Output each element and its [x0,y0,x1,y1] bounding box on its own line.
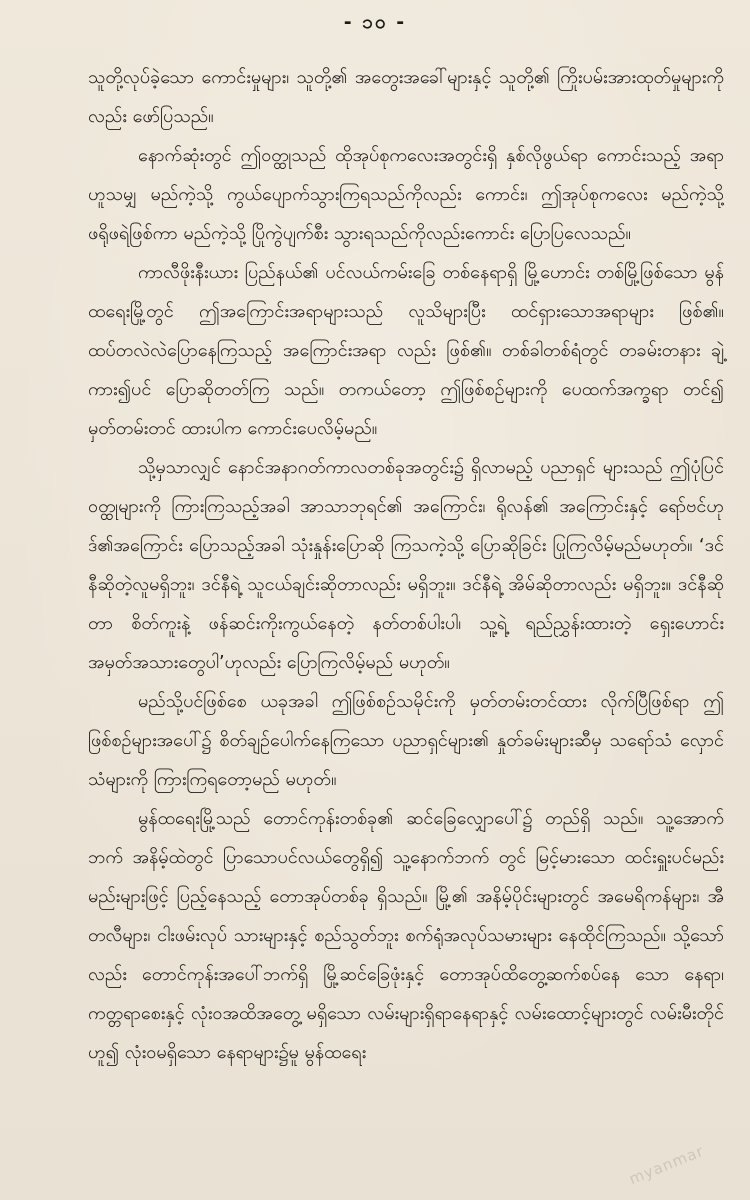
paragraph-4: သို့မှသာလျှင် နောင်အနာဂတ်ကာလတစ်ခုအတွင်း၌ ရှိလာမည့် ပညာရှင် များသည် ဤပုံပြင်ဝတ္ထုများကို ကြားကြသည့်အခါ အာသာဘုရင်၏ အကြောင်း၊ ရိုလန်၏ အကြောင်းနှင့် ရော်ဗင်ဟုဒ်၏အကြောင်း ပြောသည့်အခါ သုံးနှုန်းပြောဆို ကြသကဲ့သို့ ပြောဆိုခြင်း ပြုကြလိမ့်မည်မဟုတ်။ ‘ဒင်နီဆိုတဲ့လူမရှိဘူး၊ ဒင်နီရဲ့ သူငယ်ချင်းဆိုတာလည်း မရှိဘူး။ ဒင်နီရဲ့ အိမ်ဆိုတာလည်း မရှိဘူး။ ဒင်နီဆိုတာ စိတ်ကူးနဲ့ ဖန်ဆင်းကိုးကွယ်နေတဲ့ နတ်တစ်ပါးပါ၊ သူ့ရဲ့ ရည်ညွှန်းထားတဲ့ ရှေးဟောင်း အမှတ်အသားတွေပါ’ဟုလည်း ပြောကြလိမ့်မည် မဟုတ်။ [88,457,724,673]
paragraph-2: နောက်ဆုံးတွင် ဤဝတ္ထုသည် ထိုအုပ်စုကလေးအတွင်းရှိ နှစ်လိုဖွယ်ရာ ကောင်းသည့် အရာဟူသမျှ မည်ကဲ့သို့ ကွယ်ပျောက်သွားကြရသည်ကိုလည်း ကောင်း၊ ဤအုပ်စုကလေး မည်ကဲ့သို့ ဖရိုဖရဲဖြစ်ကာ မည်ကဲ့သို့ ပြိုကွဲပျက်စီး သွားရသည်ကိုလည်းကောင်း ပြောပြလေသည်။ [88,145,724,244]
page-number: - ၁၀ - [343,11,407,33]
body-text [88,58,724,1072]
paragraph-1: သူတို့လုပ်ခဲ့သော ကောင်းမှုများ၊ သူတို့၏ အတွေးအခေါ်များနှင့် သူတို့၏ ကြိုးပမ်းအားထုတ်မှုများကိုလည်း ဖော်ပြသည်။ [88,67,724,127]
paragraph-6: မွန်ထရေးမြို့သည် တောင်ကုန်းတစ်ခု၏ ဆင်ခြေလျှောပေါ်၌ တည်ရှိ သည်။ သူ့အောက်ဘက် အနိမ့်ထဲတွင် ပြာသောပင်လယ်တွေရှိ၍ သူ့နောက်ဘက် တွင် မြင့်မားသော ထင်းရှူးပင်မည်းမည်းများဖြင့် ပြည့်နေသည့် တောအုပ်တစ်ခု ရှိသည်။ မြို့၏ အနိမ့်ပိုင်းများတွင် အမေရိကန်များ၊ အီတလီများ၊ ငါးဖမ်းလုပ် သားများနှင့် စည်သွတ်ဘူး စက်ရုံအလုပ်သမားများ နေထိုင်ကြသည်။ သို့သော် လည်း တောင်ကုန်းအပေါ်ဘက်ရှိ မြို့ဆင်ခြေဖုံးနှင့် တောအုပ်ထိတွေ့ဆက်စပ်နေ သော နေရာ၊ ကတ္တရာစေးနှင့် လုံးဝအထိအတွေ့ မရှိသော လမ်းများရှိရာနေရာနှင့် လမ်းထောင့်များတွင် လမ်းမီးတိုင်ဟူ၍ လုံးဝမရှိသော နေရာများ၌မူ မွန်ထရေး [88,808,724,1063]
watermark: myanmar [626,1141,707,1189]
paragraph-3: ကာလီဖိုးနီးယား ပြည်နယ်၏ ပင်လယ်ကမ်းခြေ တစ်နေရာရှိ မြို့ဟောင်း တစ်မြို့ဖြစ်သော မွန်ထရေးမြို့တွင် ဤအကြောင်းအရာများသည် လူသိများပြီး ထင်ရှားသောအရာများ ဖြစ်၏။ ထပ်တလဲလဲပြောနေကြသည့် အကြောင်းအရာ လည်း ဖြစ်၏။ တစ်ခါတစ်ရံတွင် တခမ်းတနား ချဲ့ကား၍ပင် ပြောဆိုတတ်ကြ သည်။ တကယ်တော့ ဤဖြစ်စဉ်များကို ပေထက်အက္ခရာ တင်၍ မှတ်တမ်းတင် ထားပါက ကောင်းပေလိမ့်မည်။ [88,262,724,439]
paragraph-5: မည်သို့ပင်ဖြစ်စေ ယခုအခါ ဤဖြစ်စဉ်သမိုင်းကို မှတ်တမ်းတင်ထား လိုက်ပြီဖြစ်ရာ ဤဖြစ်စဉ်များအပေါ်၌ စိတ်ချဉ်ပေါက်နေကြသော ပညာရှင်များ၏ နှုတ်ခမ်းများဆီမှ သရော်သံ လှောင်သံများကို ကြားကြရတော့မည် မဟုတ်။ [88,691,724,790]
